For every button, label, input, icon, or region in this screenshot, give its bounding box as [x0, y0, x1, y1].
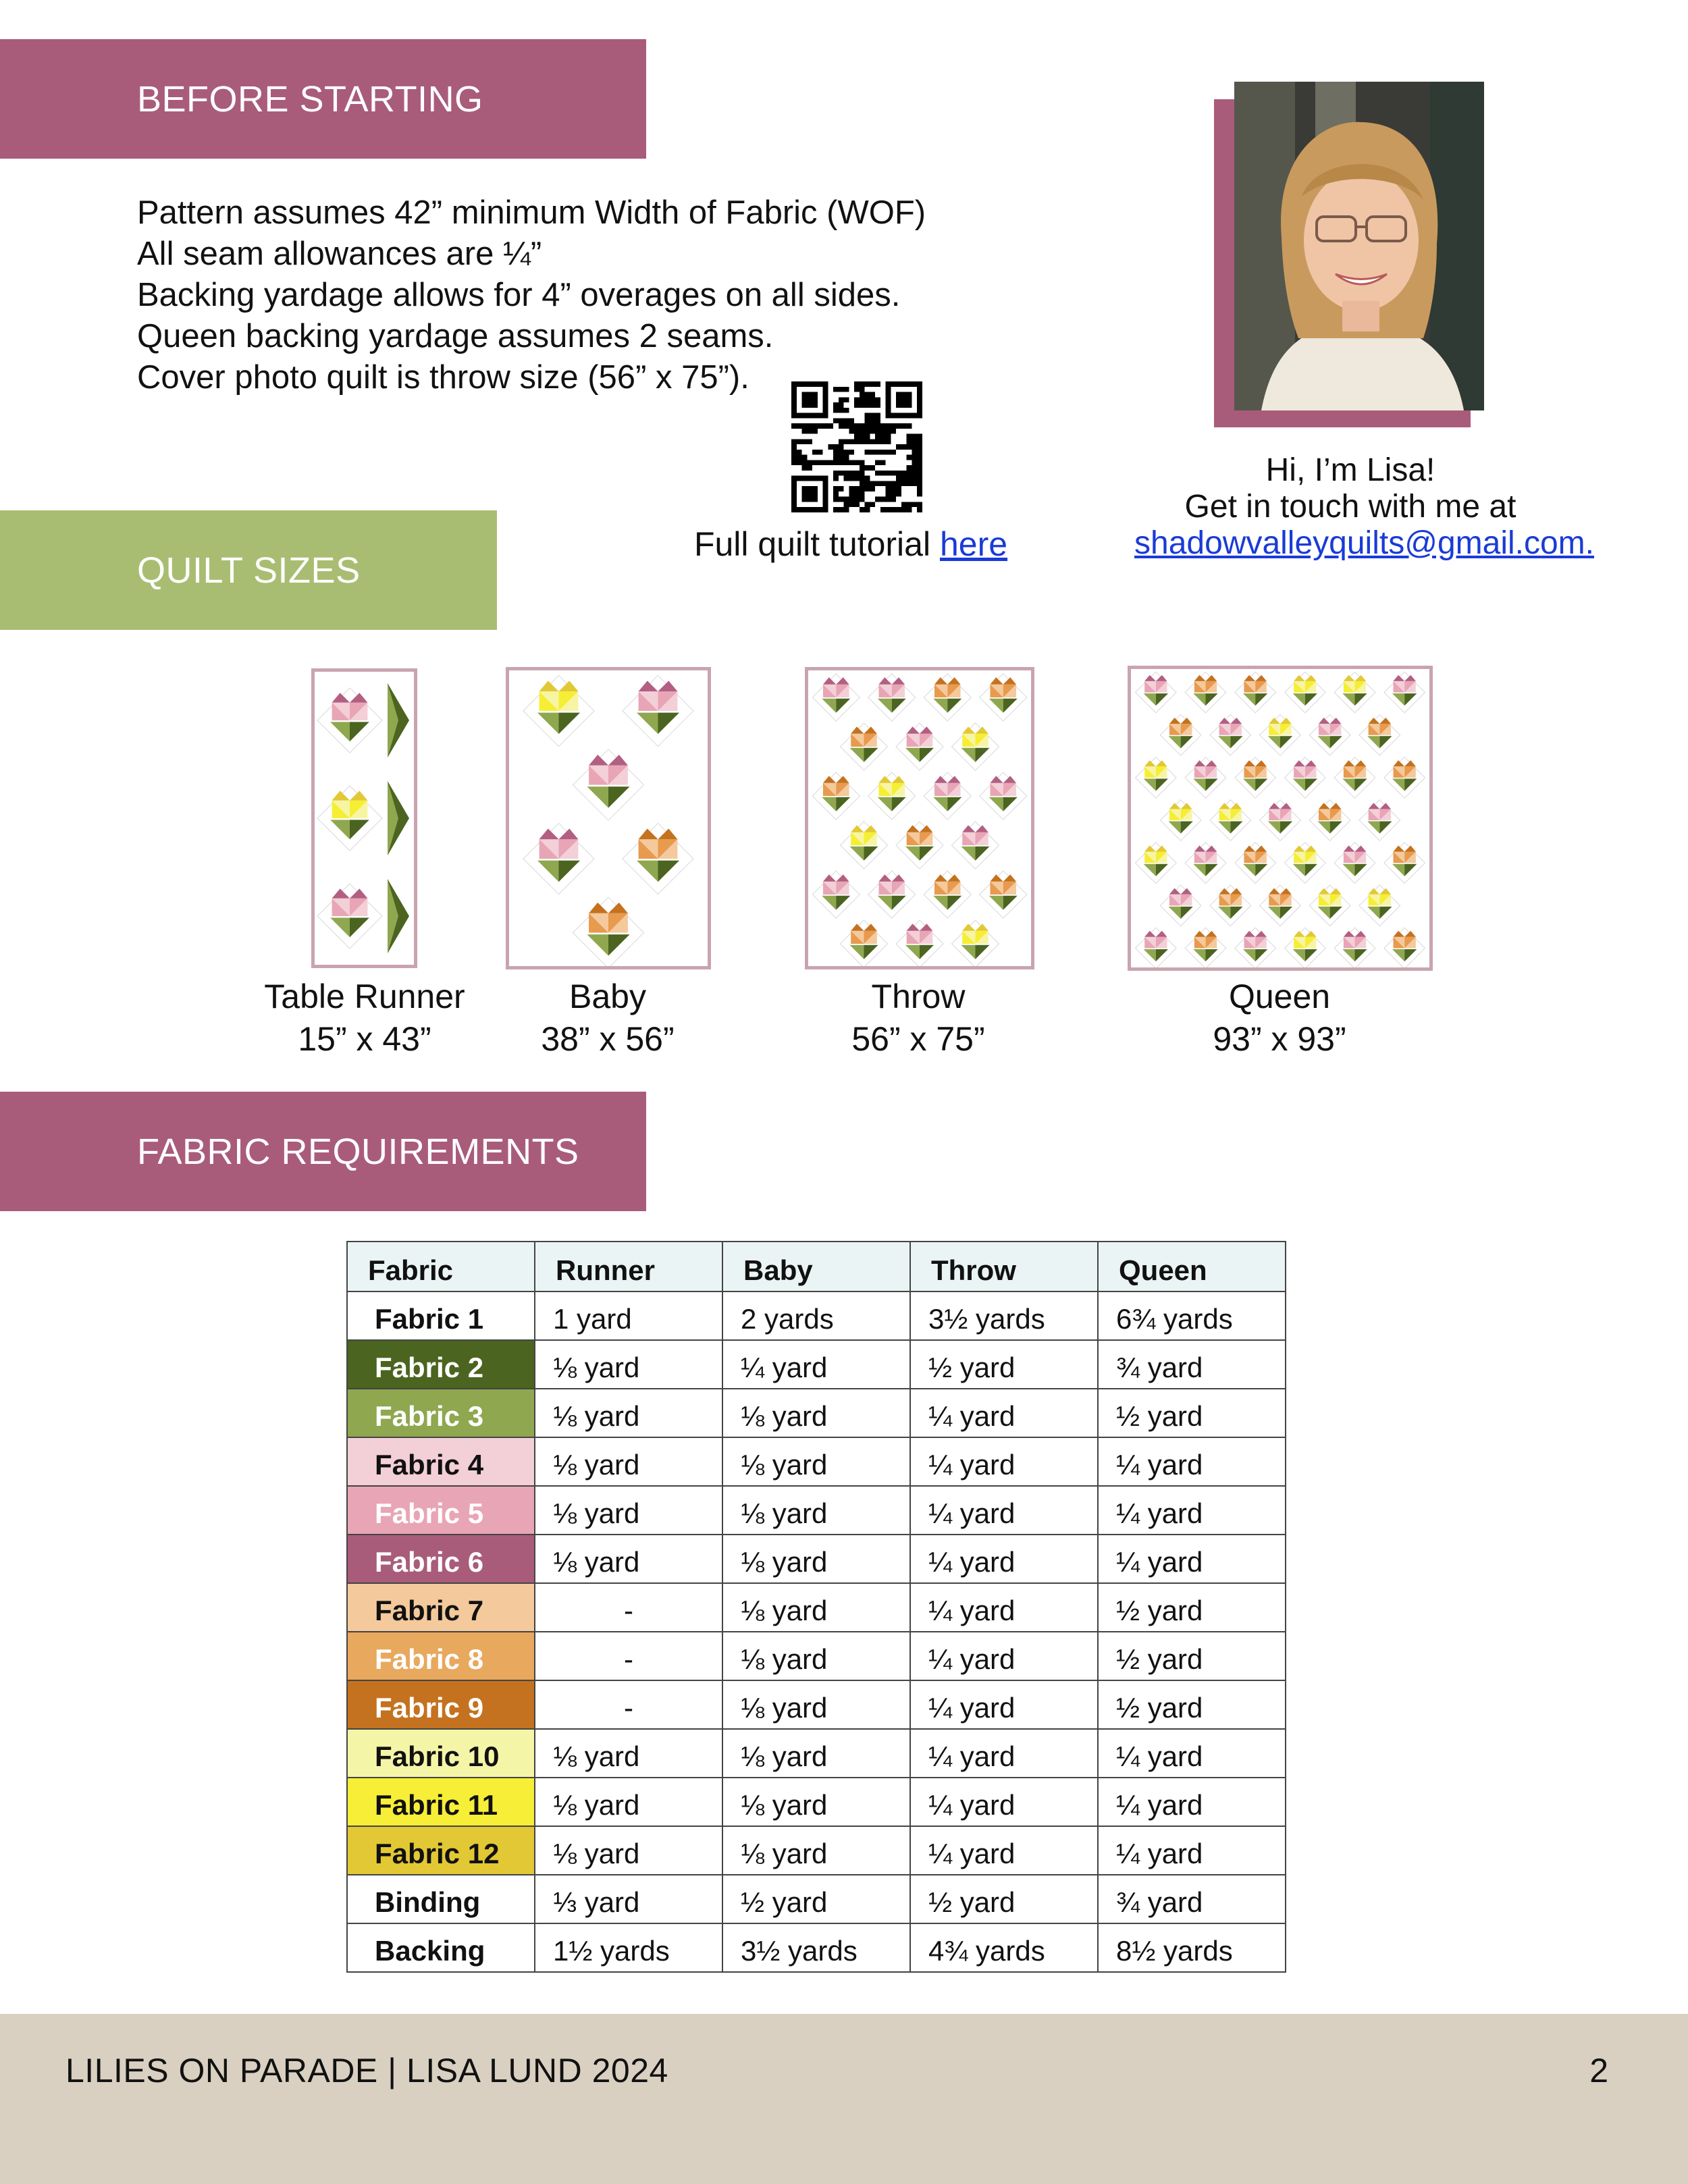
yardage-cell: 3½ yards [722, 1923, 910, 1972]
yardage-cell: ½ yard [1098, 1632, 1286, 1680]
fabric-name-cell: Fabric 1 [347, 1291, 535, 1340]
fabric-name-cell: Fabric 11 [347, 1778, 535, 1826]
note-line: Queen backing yardage assumes 2 seams. [137, 318, 774, 354]
quilt-baby-art [509, 670, 708, 966]
yardage-cell: - [535, 1632, 722, 1680]
yardage-cell: ¼ yard [1098, 1486, 1286, 1535]
quilt-size: 15” x 43” [298, 1020, 431, 1058]
table-row [347, 1437, 1286, 1486]
yardage-cell: ¾ yard [1098, 1875, 1286, 1923]
column-header: Throw [910, 1242, 1098, 1291]
yardage-cell: 4¾ yards [910, 1923, 1098, 1972]
section-header-before-starting: BEFORE STARTING [0, 39, 646, 159]
yardage-cell: ⅛ yard [722, 1437, 910, 1486]
fabric-name-cell: Fabric 4 [347, 1437, 535, 1486]
yardage-cell: - [535, 1680, 722, 1729]
tutorial-line [675, 525, 1026, 564]
yardage-cell: ½ yard [910, 1875, 1098, 1923]
section-header-quilt-sizes: QUILT SIZES [0, 510, 497, 630]
note-line: Pattern assumes 42” minimum Width of Fabric (WOF) [137, 194, 926, 231]
quilt-label-queen [1171, 976, 1388, 1061]
yardage-cell: 8½ yards [1098, 1923, 1286, 1972]
yardage-cell: ⅛ yard [535, 1389, 722, 1437]
quilt-size: 38” x 56” [541, 1020, 675, 1058]
yardage-cell: ¼ yard [910, 1535, 1098, 1583]
qr-code[interactable] [791, 381, 922, 512]
quilt-name: Baby [569, 978, 646, 1015]
tutorial-text: Full quilt tutorial [693, 525, 940, 563]
yardage-cell: ¼ yard [910, 1583, 1098, 1632]
yardage-cell: ½ yard [1098, 1389, 1286, 1437]
author-photo [1234, 82, 1484, 410]
fabric-name-cell: Fabric 6 [347, 1535, 535, 1583]
quilt-diagram-table-runner [311, 668, 417, 968]
quilt-diagram-queen [1128, 666, 1433, 971]
table-row [347, 1680, 1286, 1729]
yardage-cell: ⅛ yard [722, 1389, 910, 1437]
table-row [347, 1778, 1286, 1826]
yardage-cell: ⅛ yard [722, 1486, 910, 1535]
quilt-name: Throw [871, 978, 966, 1015]
yardage-cell: ¼ yard [1098, 1437, 1286, 1486]
yardage-cell: ⅛ yard [722, 1680, 910, 1729]
fabric-name-cell: Fabric 5 [347, 1486, 535, 1535]
yardage-cell: ¼ yard [910, 1389, 1098, 1437]
quilt-throw-art [808, 670, 1031, 966]
yardage-cell: ⅛ yard [722, 1778, 910, 1826]
yardage-cell: ¼ yard [910, 1826, 1098, 1875]
yardage-cell: 6¾ yards [1098, 1291, 1286, 1340]
yardage-cell: ⅛ yard [722, 1729, 910, 1778]
note-line: Backing yardage allows for 4” overages on all sides. [137, 277, 901, 313]
quilt-diagram-throw [805, 667, 1034, 969]
yardage-cell: 2 yards [722, 1291, 910, 1340]
quilt-label-baby [500, 976, 716, 1061]
yardage-cell: ¼ yard [1098, 1729, 1286, 1778]
quilt-runner-art [315, 672, 414, 965]
fabric-name-cell: Binding [347, 1875, 535, 1923]
fabric-name-cell: Fabric 10 [347, 1729, 535, 1778]
yardage-cell: ¼ yard [910, 1437, 1098, 1486]
fabric-name-cell: Fabric 12 [347, 1826, 535, 1875]
column-header: Fabric [347, 1242, 535, 1291]
yardage-cell: ⅛ yard [535, 1340, 722, 1389]
fabric-name-cell: Fabric 7 [347, 1583, 535, 1632]
yardage-cell: ½ yard [722, 1875, 910, 1923]
column-header: Runner [535, 1242, 722, 1291]
tutorial-link[interactable]: here [939, 525, 1008, 563]
table-row [347, 1923, 1286, 1972]
yardage-cell: ¼ yard [910, 1632, 1098, 1680]
quilt-size: 93” x 93” [1213, 1020, 1346, 1058]
table-row [347, 1291, 1286, 1340]
yardage-cell: - [535, 1583, 722, 1632]
table-row [347, 1583, 1286, 1632]
table-row [347, 1389, 1286, 1437]
yardage-cell: ⅛ yard [722, 1826, 910, 1875]
fabric-name-cell: Fabric 9 [347, 1680, 535, 1729]
yardage-cell: ⅛ yard [722, 1632, 910, 1680]
bio-greeting: Hi, I’m Lisa! [1265, 452, 1435, 488]
yardage-cell: ⅛ yard [535, 1778, 722, 1826]
footer-title: LILIES ON PARADE | LISA LUND 2024 [65, 2052, 668, 2089]
bio [1134, 452, 1594, 562]
table-header-row [347, 1242, 1286, 1291]
yardage-cell: ¼ yard [910, 1778, 1098, 1826]
yardage-cell: ¼ yard [910, 1486, 1098, 1535]
yardage-cell: 1½ yards [535, 1923, 722, 1972]
quilt-size: 56” x 75” [851, 1020, 985, 1058]
yardage-cell: ⅛ yard [535, 1826, 722, 1875]
yardage-cell: 1 yard [535, 1291, 722, 1340]
before-starting-notes [137, 192, 926, 398]
fabric-name-cell: Fabric 8 [347, 1632, 535, 1680]
yardage-cell: ⅛ yard [535, 1437, 722, 1486]
quilt-diagram-baby [506, 667, 711, 969]
table-row [347, 1340, 1286, 1389]
quilt-name: Table Runner [264, 978, 465, 1015]
yardage-cell: ½ yard [910, 1340, 1098, 1389]
fabric-name-cell: Backing [347, 1923, 535, 1972]
yardage-cell: ⅛ yard [535, 1535, 722, 1583]
yardage-cell: ⅓ yard [535, 1875, 722, 1923]
quilt-label-table-runner [257, 976, 473, 1061]
footer [0, 2014, 1688, 2184]
yardage-cell: ¼ yard [910, 1680, 1098, 1729]
yardage-cell: ¼ yard [722, 1340, 910, 1389]
fabric-name-cell: Fabric 3 [347, 1389, 535, 1437]
yardage-cell: ⅛ yard [722, 1583, 910, 1632]
table-row [347, 1875, 1286, 1923]
section-header-fabric-requirements: FABRIC REQUIREMENTS [0, 1092, 646, 1211]
table-row [347, 1632, 1286, 1680]
yardage-cell: ⅛ yard [722, 1535, 910, 1583]
note-line: Cover photo quilt is throw size (56” x 75”). [137, 359, 749, 396]
page-number: 2 [1589, 2052, 1608, 2089]
column-header: Queen [1098, 1242, 1286, 1291]
yardage-cell: 3½ yards [910, 1291, 1098, 1340]
quilt-name: Queen [1228, 978, 1331, 1015]
yardage-cell: ⅛ yard [535, 1486, 722, 1535]
yardage-cell: ⅛ yard [535, 1729, 722, 1778]
fabric-name-cell: Fabric 2 [347, 1340, 535, 1389]
yardage-cell: ¾ yard [1098, 1340, 1286, 1389]
table-row [347, 1486, 1286, 1535]
yardage-cell: ¼ yard [910, 1729, 1098, 1778]
yardage-cell: ¼ yard [1098, 1826, 1286, 1875]
table-row [347, 1535, 1286, 1583]
yardage-cell: ¼ yard [1098, 1778, 1286, 1826]
table-row [347, 1826, 1286, 1875]
yardage-cell: ½ yard [1098, 1680, 1286, 1729]
table-row [347, 1729, 1286, 1778]
note-line: All seam allowances are ¼” [137, 236, 542, 272]
column-header: Baby [722, 1242, 910, 1291]
fabric-requirements-table [346, 1241, 1286, 1973]
email-link[interactable]: shadowvalleyquilts@gmail.com. [1134, 525, 1594, 561]
yardage-cell: ¼ yard [1098, 1535, 1286, 1583]
quilt-queen-art [1131, 669, 1429, 967]
quilt-label-throw [810, 976, 1026, 1061]
bio-contact: Get in touch with me at [1184, 489, 1516, 525]
yardage-cell: ½ yard [1098, 1583, 1286, 1632]
